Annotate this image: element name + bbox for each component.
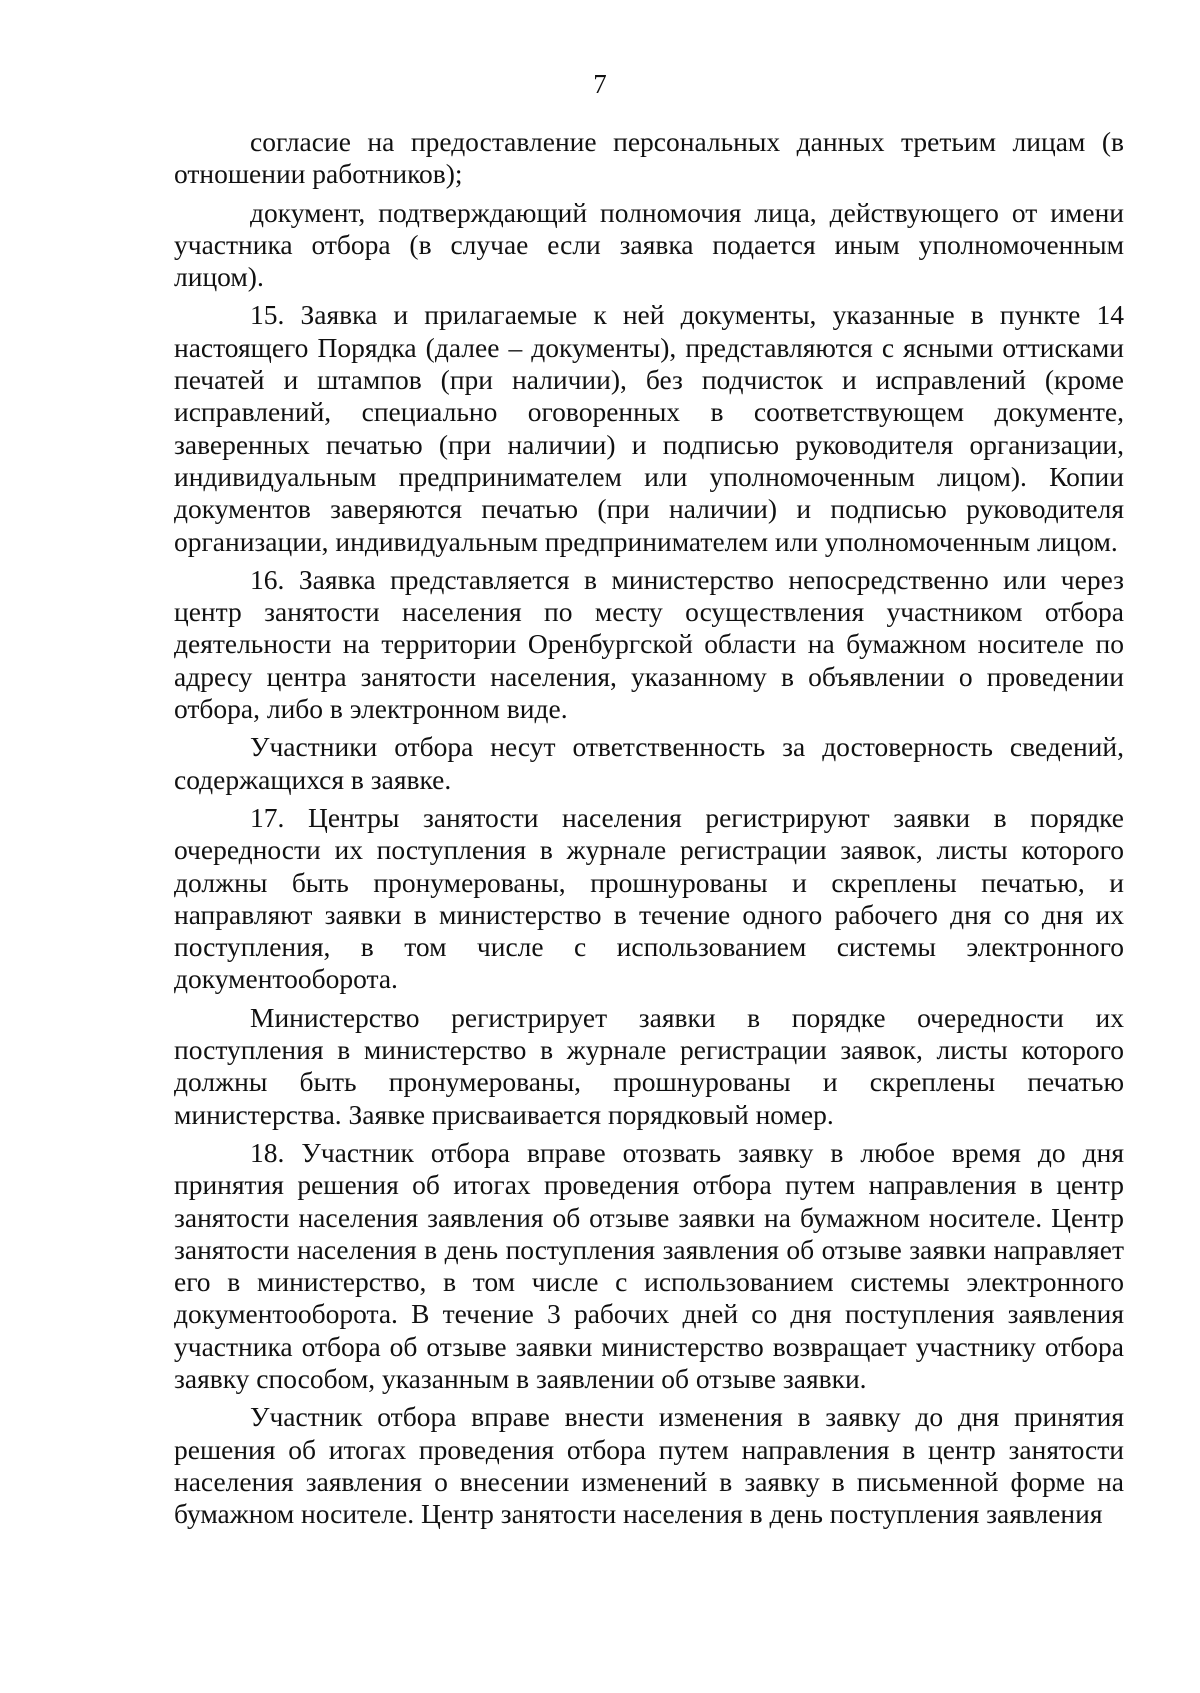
document-body	[174, 126, 1124, 1530]
paragraph-authority-document: документ, подтверждающий полномочия лица, действующего от имени участника отбора (в случае если заявка подается иным уполномоченным лицом).	[174, 196, 1124, 293]
paragraph-16: 16. Заявка представляется в министерство непосредственно или через центр занятости населения по месту осуществления участником отбора деятельности на территории Оренбургской области на бумажном носителе по адресу центра занятости населения, указанному в объявлении о проведении отбора, либо в электронном виде.	[174, 563, 1124, 725]
paragraph-consent: согласие на предоставление персональных данных третьим лицам (в отношении работников);	[174, 126, 1124, 190]
paragraph-18: 18. Участник отбора вправе отозвать заявку в любое время до дня принятия решения об итогах проведения отбора путем направления в центр занятости населения заявления об отзыве заявки на бумажном носителе. Центр занятости населения в день поступления заявления об отзыве заявки направляет его в министерство, в том числе с использованием системы электронного документооборота. В течение 3 рабочих дней со дня поступления заявления участника отбора об отзыве заявки министерство возвращает участнику отбора заявку способом, указанным в заявлении об отзыве заявки.	[174, 1136, 1124, 1394]
paragraph-15: 15. Заявка и прилагаемые к ней документы, указанные в пункте 14 настоящего Порядка (далее – документы), представляются с ясными оттисками печатей и штампов (при наличии), без подчисток и исправлений (кроме исправлений, специально оговоренных в соответствующем документе, заверенных печатью (при наличии) и подписью руководителя организации, индивидуальным предпринимателем или уполномоченным лицом). Копии документов заверяются печатью (при наличии) и подписью руководителя организации, индивидуальным предпринимателем или уполномоченным лицом.	[174, 299, 1124, 557]
paragraph-ministry-registration: Министерство регистрирует заявки в порядке очередности их поступления в министерство в журнале регистрации заявок, листы которого должны быть пронумерованы, прошнурованы и скреплены печатью министерства. Заявке присваивается порядковый номер.	[174, 1001, 1124, 1130]
paragraph-responsibility: Участники отбора несут ответственность за достоверность сведений, содержащихся в заявке.	[174, 731, 1124, 795]
paragraph-amendments: Участник отбора вправе внести изменения в заявку до дня принятия решения об итогах проведения отбора путем направления в центр занятости населения заявления о внесении изменений в заявку в письменной форме на бумажном носителе. Центр занятости населения в день поступления заявления	[174, 1401, 1124, 1530]
paragraph-17: 17. Центры занятости населения регистрируют заявки в порядке очередности их поступления в журнале регистрации заявок, листы которого должны быть пронумерованы, прошнурованы и скреплены печатью, и направляют заявки в министерство в течение одного рабочего дня со дня их поступления, в том числе с использованием системы электронного документооборота.	[174, 801, 1124, 995]
page-number: 7	[593, 69, 607, 99]
